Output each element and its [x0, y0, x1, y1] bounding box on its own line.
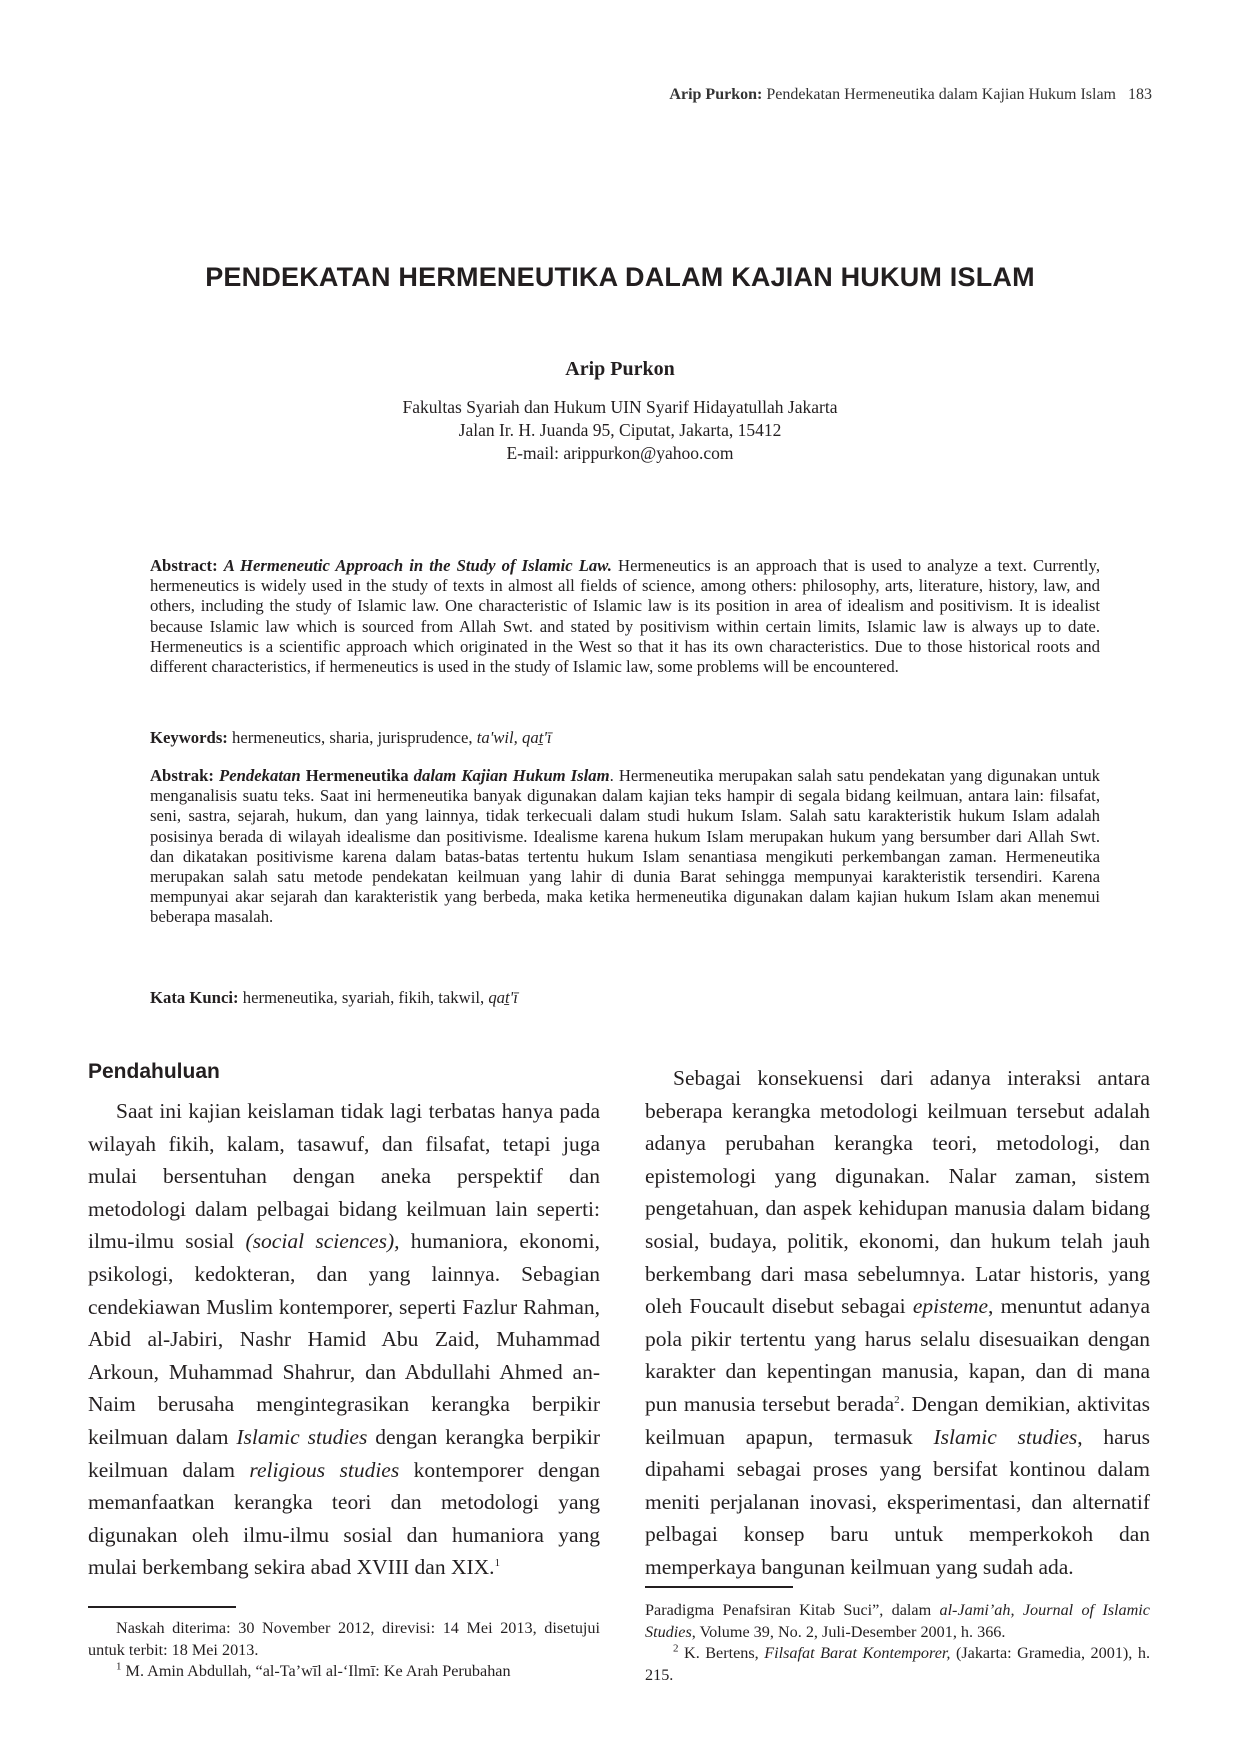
- kata-kunci-plain: hermeneutika, syariah, fikih, takwil,: [238, 988, 489, 1007]
- body-italic: Islamic studies: [933, 1424, 1078, 1449]
- abstract-english: [150, 556, 1100, 677]
- footnote-italic: Filsafat Barat Kontemporer,: [764, 1644, 951, 1662]
- body-text: . Dengan demikian, aktivitas keilmuan apapun, termasuk: [645, 1391, 1150, 1449]
- body-italic: (social sciences),: [245, 1229, 400, 1254]
- body-text: Sebagai konsekuensi dari adanya interaksi antara beberapa kerangka metodologi keilmuan tersebut adalah adanya perubahan kerangka teori, metodologi, dan epistemologi yang digunakan. Nalar zaman, sistem pengetahuan, dan aspek kehidupan manusia dalam bidang sosial, budaya, politik, ekonomi, dan hukum telah jauh berkembang dari masa sebelumnya. Latar historis, yang oleh Foucault disebut sebagai: [645, 1066, 1150, 1319]
- body-text: Saat ini kajian keislaman tidak lagi terbatas hanya pada wilayah fikih, kalam, tasawuf, dan filsafat, tetapi juga mulai bersentuhan dengan aneka perspektif dan metodologi dalam pelbagai bidang keilmuan lain seperti: ilmu-ilmu sosial: [88, 1099, 600, 1254]
- footnote-number: 2: [673, 1642, 679, 1655]
- footnote-text: K. Bertens,: [678, 1644, 765, 1662]
- footnote-2: [645, 1643, 1150, 1686]
- abstrak-title-part-3: dalam Kajian Hukum Islam: [413, 766, 610, 785]
- article-title: PENDEKATAN HERMENEUTIKA DALAM KAJIAN HUKUM ISLAM: [205, 262, 1035, 292]
- header-author: Arip Purkon:: [669, 86, 763, 103]
- affiliation-line-2: Jalan Ir. H. Juanda 95, Ciputat, Jakarta, 15412: [458, 420, 782, 440]
- abstract-title: A Hermeneutic Approach in the Study of Islamic Law.: [223, 556, 612, 575]
- footnote-ref: 2: [894, 1393, 900, 1406]
- header-title: Pendekatan Hermeneutika dalam Kajian Hukum Islam: [762, 86, 1116, 103]
- footnote-1-continued: [645, 1600, 1150, 1643]
- footnote-ref: 1: [494, 1557, 501, 1570]
- footnotes-left: [88, 1606, 600, 1683]
- body-text: kontemporer dengan memanfaatkan kerangka teori dan metodologi yang digunakan oleh ilmu-ilmu sosial dan humaniora yang mulai berkembang sekira abad XVIII dan XIX.: [88, 1457, 601, 1580]
- kata-kunci-italic: qaṯ'ī: [488, 988, 518, 1007]
- abstrak-title-part-2: Hermeneutika: [300, 766, 414, 785]
- page-number: 183: [1128, 86, 1152, 103]
- footnote-text: (Jakarta: Gramedia, 2001), h. 215.: [645, 1644, 1150, 1684]
- footnote-received: Naskah diterima: 30 November 2012, direvisi: 14 Mei 2013, disetujui untuk terbit: 18 Mei 2013.: [88, 1619, 600, 1659]
- footnote-1: [88, 1661, 600, 1683]
- footnote-divider: [645, 1586, 793, 1588]
- keywords-plain: hermeneutics, sharia, jurisprudence,: [227, 728, 477, 747]
- abstract-label: Abstract:: [150, 556, 218, 575]
- section-heading: Pendahuluan: [88, 1060, 220, 1083]
- body-text: , menuntut adanya pola pikir tertentu yang harus selalu disesuaikan dengan karakter dan kepentingan manusia, kapan, dan di mana pun manusia tersebut berada: [645, 1294, 1150, 1416]
- footnote-text: M. Amin Abdullah, “al-Ta’wīl al-‘Ilmī: Ke Arah Perubahan: [121, 1662, 511, 1680]
- body-italic: episteme: [912, 1294, 989, 1319]
- body-text: humaniora, ekonomi, psikologi, kedokteran, dan yang lainnya. Sebagian cendekiawan Muslim kontemporer, seperti Fazlur Rahman, Abid al-Jabiri, Nashr Hamid Abu Zaid, Muhammad Arkoun, Muhammad Shahrur, dan Abdullahi Ahmed an-Naim berusaha mengintegrasikan kerangka berpikir keilmuan dalam: [88, 1229, 600, 1449]
- keywords-italic: ta'wil, qaṯ'ī: [476, 728, 552, 747]
- affiliation-line-1: Fakultas Syariah dan Hukum UIN Syarif Hidayatullah Jakarta: [402, 397, 838, 417]
- footnote-text: Paradigma Penafsiran Kitab Suci”, dalam: [645, 1601, 940, 1619]
- keywords-label: Keywords:: [150, 728, 228, 747]
- footnotes-right: [645, 1586, 1150, 1686]
- body-column-left: [88, 1095, 600, 1584]
- body-italic: religious studies: [249, 1457, 400, 1482]
- abstract-indonesian: [150, 766, 1100, 928]
- abstrak-title-part-1: Pendekatan: [219, 766, 301, 785]
- kata-kunci-label: Kata Kunci:: [150, 988, 239, 1007]
- abstrak-label: Abstrak:: [150, 766, 214, 785]
- body-text: dengan kerangka berpikir keilmuan dalam: [88, 1424, 600, 1482]
- keywords-indonesian: [150, 988, 1100, 1008]
- keywords-english: [150, 728, 1100, 748]
- footnote-text: , Volume 39, No. 2, Juli-Desember 2001, h. 366.: [691, 1622, 1006, 1641]
- footnote-italic: al-Jami’ah, Journal of Islamic Studies: [645, 1601, 1150, 1641]
- author-name: Arip Purkon: [565, 358, 675, 380]
- abstrak-body: . Hermeneutika merupakan salah satu pendekatan yang digunakan untuk menganalisis suatu teks. Saat ini hermeneutika banyak digunakan dalam kajian teks hampir di segala bidang keilmuan, antara lain: filsafat, seni, sastra, sejarah, hukum, dan yang lainnya, tidak terkecuali dalam studi hukum Islam. Salah satu karakteristik hukum Islam adalah posisinya berada di wilayah idealisme dan positivisme. Idealisme karena hukum Islam merupakan hukum yang bersumber dari Allah Swt. dan dikatakan positivisme karena dalam batas-batas tertentu hukum Islam senantiasa mengikuti perkembangan zaman. Hermeneutika merupakan salah satu metode pendekatan keilmuan yang lahir di dunia Barat sehingga mempunyai karakteristik tersendiri. Karena mempunyai akar sejarah dan karakteristik yang berbeda, maka ketika hermeneutika digunakan dalam kajian hukum Islam akan menemui beberapa masalah.: [150, 766, 1101, 927]
- body-column-right: [645, 1062, 1150, 1584]
- footnote-divider: [88, 1606, 236, 1608]
- running-header: [669, 86, 1152, 104]
- affiliation: [0, 396, 1240, 465]
- abstract-body: Hermeneutics is an approach that is used to analyze a text. Currently, hermeneutics is widely used in the study of texts in almost all fields of science, among others: philosophy, arts, literature, history, law, and others, including the study of Islamic law. One characteristic of Islamic law is its position in area of idealism and positivism. It is idealist because Islamic law which is sourced from Allah Swt. and stated by positivism within certain limits, Islamic law is always up to date. Hermeneutics is a scientific approach which originated in the West so that it has its own characteristics. Due to those historical roots and different characteristics, if hermeneutics is used in the study of Islamic law, some problems will be encountered.: [150, 556, 1100, 677]
- body-italic: Islamic studies: [236, 1424, 368, 1449]
- affiliation-email: E-mail: arippurkon@yahoo.com: [506, 443, 734, 463]
- body-text: , harus dipahami sebagai proses yang bersifat kontinou dalam meniti perjalanan inovasi, eksperimentasi, dan alternatif pelbagai konsep baru untuk memperkokoh dan memperkaya bangunan keilmuan yang sudah ada.: [645, 1424, 1150, 1579]
- footnote-number: 1: [116, 1660, 122, 1673]
